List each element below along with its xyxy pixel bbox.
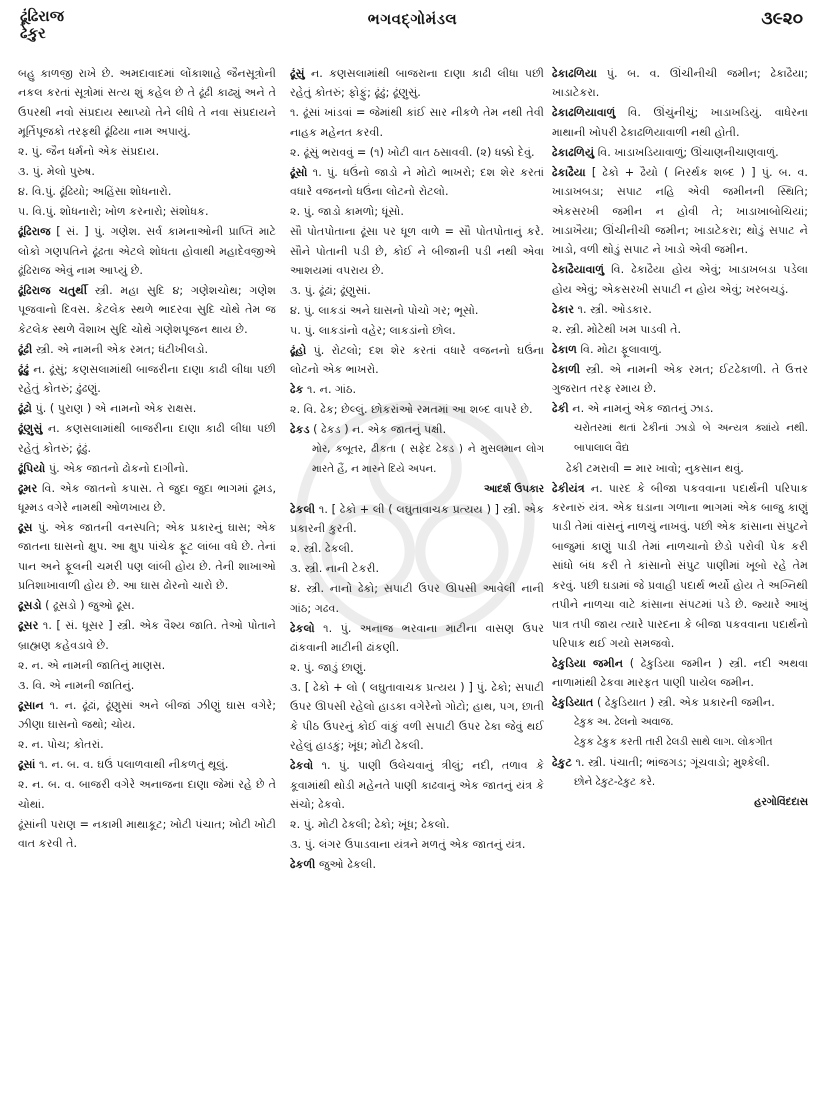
entry-headword: ઢેકલી xyxy=(290,502,316,516)
entry-definition: ૧. પું. પાણી ઉલેચવાનું ત્રીલું; નદી, તળાવ કે કૂવામાંથી થોડી મહેનતે પાણી કાઢવાનું એક જાતનું યંત્ર કે સંચો; ઢેકવો. xyxy=(290,759,544,812)
entry-headword: ઢેકાઢળિયા xyxy=(552,67,597,80)
dictionary-entry xyxy=(18,459,276,478)
dictionary-entry xyxy=(290,815,544,834)
entry-definition: ઢેકુક અ. ઢેલનો અવાજ. xyxy=(574,716,674,729)
entry-definition: ન. ઢૂંસું; કણસલામાંથી બાજરીના દાણા કાઢી લીધા પછી રહેતું કોતરું; ઢુંઢણું. xyxy=(18,362,276,396)
dictionary-entry xyxy=(18,399,276,418)
entry-definition: ૨. વિ. ઢેક; છેલ્લું. છોકરાંઓ રમતમાં આ શબ્દ વાપરે છે. xyxy=(290,403,533,417)
entry-definition: ૩. પું. મેલો પુરુષ. xyxy=(18,165,95,179)
dictionary-entry xyxy=(290,64,544,103)
entry-headword: ઢૂસડો xyxy=(18,599,42,613)
dictionary-entry xyxy=(18,479,276,518)
entry-definition: વિ. એક જાતનો કપાસ. તે જુદા જુદા ભાગમાં ઢૂમડ, ધૂમ્મડ વગેરે નામથી ઓળખાય છે. xyxy=(18,481,276,515)
entry-separator xyxy=(597,67,607,80)
dictionary-entry xyxy=(290,658,544,677)
entry-definition: ૧. ઢૂંસાં ખાંડવાં = જેમાંથી કાંઈ સાર નીકળે તેમ નથી તેવી નાહક મહેનત કરવી. xyxy=(290,106,544,139)
entry-headword: ઢેકાઢળિયાવાળું xyxy=(552,106,616,120)
guide-word-last: ઢેકુર xyxy=(20,23,46,42)
entry-definition: ૩. સ્ત્રી. નાની ટેકરી. xyxy=(290,562,380,576)
entry-headword: ઢેકાઢૈયા xyxy=(552,165,586,179)
guide-word-first: ઢૂંઢિરાજ xyxy=(20,7,64,25)
entry-headword: ઢેકલો xyxy=(290,621,315,635)
entry-definition: ૧. ન. બ. વ. ઘઉં પલાળવાથી નીકળતું થૂલું. xyxy=(38,758,229,772)
dictionary-entry xyxy=(290,202,544,221)
entry-definition: સૌ પોતપોતાના ઢૂંસા પર ધૂળ વાળે = સૌ પોતપોતાનું કરે. સૌને પોતાની પડી છે, કોઈ ને બીજાની પડી નથી એવા આશયમાં વપરાય છે. xyxy=(290,225,544,278)
entry-definition: વિ. ખાડાખડિયાવાળું; ઊંચાણનીચાણવાળું. xyxy=(597,145,779,159)
dictionary-entry xyxy=(552,143,808,162)
dictionary-entry xyxy=(290,163,544,202)
entry-definition: ન. કણસલામાંથી બાજરાના દાણા કાઢી લીધા પછી રહેતું કોતરું; ફોફું; ઢૂંઢું; ઢૂંણુસું. xyxy=(290,67,544,100)
entry-definition: ૨. પું. જાડું છાણું. xyxy=(290,661,367,675)
dictionary-entry xyxy=(18,596,276,615)
dictionary-entry xyxy=(18,419,276,458)
dictionary-entry xyxy=(18,616,276,655)
dictionary-entry xyxy=(290,756,544,814)
dictionary-entry xyxy=(290,559,544,578)
entry-definition: પું. ( પુરાણ ) એ નામનો એક રાક્ષસ. xyxy=(35,402,197,416)
entry-headword: ઢૂંઢી xyxy=(18,342,33,356)
dictionary-entry xyxy=(552,654,808,693)
entry-definition: [ ઢેકો + ઢૈયો ( નિરર્થક શબ્દ ) ] પું. બ. વ. ખાડાખબડા; સપાટ નહિ એવી જમીનની સ્થિતિ; એકસરખી જમીન ન હોવી તે; ખાડાખાબોચિયાં; ખાડાખૈયા; ઊંચીનીચી જમીન; ખાડાટેકરા; થોડું સપાટ ને ખાડો, વળી થોડું સપાટ ને ખાડો એવી જમીન. xyxy=(552,165,808,257)
entry-definition: ૨. ન. એ નામની જાતિનું માણસ. xyxy=(18,658,166,672)
entry-separator xyxy=(623,657,630,670)
entry-definition: ૧. સ્ત્રી. પંચાતી; ભાંજગડ; ગૂંચવાડો; મુશ્કેલી. xyxy=(575,756,770,770)
dictionary-entry xyxy=(18,162,276,181)
dictionary-entry xyxy=(18,815,276,854)
entry-headword: ઢેકળી xyxy=(290,858,316,872)
entry-definition: ૨. સ્ત્રી. મોટેથી ખમ પાડવી તે. xyxy=(552,322,682,336)
entry-definition: સ્ત્રી. એ નામની એક રમત; ધંટીખીલડો. xyxy=(35,342,209,356)
entry-headword: ઢેકવો xyxy=(290,759,314,773)
entry-definition: ૨. ઢૂંસું ભરાવવું = (૧) ખોટી વાત ઠસાવવી. (૨) ધક્કો દેવું. xyxy=(290,145,535,159)
page-number: ૩૯૨૦ xyxy=(761,9,803,29)
dictionary-entry xyxy=(290,143,544,162)
entry-definition: વિ. ઊંચુંનીચું; ખાડાખડિયું. વાધેરના માથાની ખોપરી ઢેકાઢળિયાવાળી નથી હોતી. xyxy=(552,106,808,139)
dictionary-entry xyxy=(552,163,808,260)
dictionary-entry xyxy=(290,341,544,380)
entry-definition: ઢેકુક ઢેકુક કરતી તારી ઢેલડી સાથે લાગ. લોકગીત xyxy=(574,736,773,749)
dictionary-entry xyxy=(290,301,544,320)
entry-headword: ઢૂંઢું xyxy=(18,362,30,376)
dictionary-entry xyxy=(290,380,544,399)
entry-definition: ૫. પું. લાકડાંનો વહેર; લાકડાંનો છોલ. xyxy=(290,324,456,338)
entry-definition: ૪. વિ.પું. ઢૂંઢિયો; અહિંસા શોધનારો. xyxy=(18,185,172,199)
entry-definition: ૪. પું. લાકડાં અને ઘાસનો પોચો ગર; ભૂસો. xyxy=(290,304,479,318)
entry-headword: ઢેકાઢળિયું xyxy=(552,145,595,159)
entry-definition: ન. પારદ કે બીજા પકવવાના પદાર્થની પરિપાક કરનારું યંત્ર. એક ઘડાના ગળાના ભાગમાં એક બાજુ કાણું પાડી તેમાં વાંસનું નાળચું નાખવું. પછી એક કાંસાના સંપુટને બાજુમાં કાણું પાડી તેમાં નાળચાનો છેડો પરોવી પેક કરી સાંધો બંધ કરી તે કાંસાનો સંપુટ પાણીમાં ખૂબો રહે તેમ કરવું. પછી ઘડામાં જે પ્રવાહી પદાર્થ ભર્યો હોય તે અગ્નિથી તપીને નાળચા વાટે કાંસાના સંપટમાં પડે છે. જ્યારે આખું પાત્ર તપી જાય ત્યારે પારદના કે બીજા પકવવાના પદાર્થનો પરિપાક થઈ ગયો સમજવો. xyxy=(552,481,808,650)
entry-definition: [ સં. ] પું. ગણેશ. સર્વ કામનાઓની પ્રાપ્તિ માટે લોકો ગણપતિને ઢૂંઢતા એટલે શોધતા હોવાથી મહાદેવજીએ ઢૂંઢિરાજ એવું નામ આપ્યું છે. xyxy=(18,225,276,278)
entry-headword: ઢૂસ xyxy=(18,521,33,535)
dictionary-entry xyxy=(290,103,544,142)
dictionary-entry xyxy=(552,340,808,359)
dictionary-entry xyxy=(290,321,544,340)
entry-headword: ઢેકાઢૈયાવાળું xyxy=(552,263,605,277)
entry-definition: ૩. વિ. એ નામની જાતિનું. xyxy=(18,678,135,692)
entry-separator xyxy=(313,759,321,772)
entry-definition: ૩. પું. ઢૂંઢાં; ઢૂંણુસાં. xyxy=(290,284,371,298)
entry-headword: ઢેકીયંત્ર xyxy=(552,481,585,495)
entry-definition: સ્ત્રી. મહા સુદિ ૪; ગણેશચોથ; ગણેશ પૂજવાનો દિવસ. કેટલેક સ્થળે ભાદરવા સુદિ ચોથે તેમ જ કેટલેક સ્થળે વૈશાખ સુદિ ચોથે ગણેશપૂજન થાય છે. xyxy=(18,284,276,336)
column-2 xyxy=(290,64,544,1082)
dictionary-entry xyxy=(290,440,544,479)
entry-headword: ઢૂસાં xyxy=(18,758,36,772)
entry-headword: ઢેક xyxy=(290,383,304,397)
entry-headword: ઢેકી xyxy=(552,402,569,416)
entry-headword: ઢૂંસો xyxy=(290,165,308,179)
entry-definition: જુઓ ઢેકલી. xyxy=(318,858,376,872)
entry-definition: વિ. મોટા ફૂલાવાળું. xyxy=(580,342,662,356)
entry-headword: ઢેકડ xyxy=(290,423,310,437)
entry-definition: હરગોવિંદદાસ xyxy=(754,796,808,809)
entry-headword: ઢેકાળ xyxy=(552,342,577,356)
entry-definition: ( ઢેકુડિયાત ) સ્ત્રી. એક પ્રકારની જમીન. xyxy=(597,696,775,710)
entry-headword: ઢૂંપિયો xyxy=(18,461,46,475)
entry-definition: વિ. ઢેકાઢૈયા હોય એવું; ખાડાખબડા પડેલા હોય એવું; એકસરખી સપાટી ન હોય એવું; ખરબચડું. xyxy=(552,263,808,296)
dictionary-entry xyxy=(552,773,808,792)
dictionary-entry xyxy=(290,222,544,280)
dictionary-entry xyxy=(18,735,276,754)
dictionary-entry xyxy=(552,300,808,319)
entry-separator xyxy=(87,284,95,297)
column-3 xyxy=(552,64,808,1082)
dictionary-entry xyxy=(290,619,544,658)
dictionary-entry xyxy=(290,420,544,439)
entry-definition: ૧. ન. ગાંઠ. xyxy=(307,383,357,397)
entry-definition: પું. એક જાતનો ઢોકનો દાગીનો. xyxy=(48,461,189,475)
entry-definition: ૨. પું. મોટી ઢેકલી; ઢેકો; ખૂંધ; ઢેકલો. xyxy=(290,818,450,832)
entry-headword: ઢૂંઢિરાજ ચતુર્થી xyxy=(18,284,88,298)
dictionary-entry xyxy=(18,182,276,201)
entry-definition: ૧. સ્ત્રી. ઓડકાર. xyxy=(577,302,652,316)
entry-definition: સ્ત્રી. એ નામની એક રમત; ઈટઢેકાળી. તે ઉત્તર ગુજરાત તરફ રમાય છે. xyxy=(552,362,808,396)
entry-headword: ઢેકુડિયા જમીન xyxy=(552,656,624,670)
dictionary-entry xyxy=(552,419,808,458)
entry-definition: મોર, કબૂતર, ઢીકતા ( સફેદ ઢેકડ ) ને મુસલમાન લોગ મારતે હૈં, ન મારને દિયે અપન. xyxy=(312,443,544,475)
entry-definition: ૨. સ્ત્રી. ઢેકલી. xyxy=(290,542,354,556)
dictionary-entry xyxy=(552,479,808,654)
dictionary-entry xyxy=(290,480,544,499)
dictionary-entry xyxy=(290,500,544,539)
entry-definition: ( ઢેકુડિયા જમીન ) સ્ત્રી. નદી અથવા નાળામાંથી ઢેકવા મારફત પાણી પાયેલ જમીન. xyxy=(552,656,808,690)
dictionary-entry xyxy=(290,579,544,618)
entry-definition: ૪. સ્ત્રી. નાનો ઢેકો; સપાટી ઉપર ઊપસી આવેલી નાની ગાંઠ; ગઢવ. xyxy=(290,582,544,615)
entry-definition: ( ઢૂસડો ) જુઓ ઢૂસ. xyxy=(45,599,135,613)
entry-definition: છોને ઢેકુટ-ઢેકુટ કરે. xyxy=(574,776,656,789)
dictionary-entry xyxy=(290,281,544,300)
dictionary-entry xyxy=(552,693,808,712)
entry-definition: ઢેકી ટમરાવી = માર ખાવો; નુકસાન થવું. xyxy=(566,461,744,475)
dictionary-entry xyxy=(290,678,544,756)
entry-headword: ઢૂસર xyxy=(18,619,39,633)
dictionary-entry xyxy=(552,64,808,103)
entry-definition: ન. એ નામનું એક જાતનું ઝાડ. xyxy=(572,402,714,416)
dictionary-entry xyxy=(290,539,544,558)
entry-definition: ૧. [ ઢેકો + લી ( લઘુતાવાચક પ્રત્યય ) ] સ્ત્રી. એક પ્રકારની કુરતી. xyxy=(290,502,544,536)
dictionary-entry xyxy=(552,360,808,399)
page-header xyxy=(0,0,825,60)
entry-headword: ઢૂંઢિરાજ xyxy=(18,225,51,239)
entry-definition: ૧. [ સં. ધૂસર ] સ્ત્રી. એક વૈશ્ય જાતિ. તેઓ પોતાને બ્રાહ્મણ કહેવડાવે છે. xyxy=(18,619,276,652)
entry-headword: ઢૂંઢો xyxy=(18,402,32,416)
entry-definition: પું. એક જાતની વનસ્પતિ; એક પ્રકારનું ઘાસ; એક જાતના ઘાસનો ક્ષુપ. આ ક્ષુપ પાંચેક ફૂટ લાંબા વધે છે. તેનાં પાન અને ફૂલની ચમરી પણ લાંબી હોય છે. તેની શાખાઓ પ્રતિશાખાવાળી હોય છે. આ ઘાસ ઢોરનો ચારો છે. xyxy=(18,521,276,593)
entry-definition: ૨. પું. જૈન ધર્મનો એક સંપ્રદાય. xyxy=(18,145,160,159)
entry-definition: ( ઢેકડ ) ન. એક જાતનું પક્ષી. xyxy=(313,423,447,437)
entry-definition: ૨. ન. બ. વ. બાજરી વગેરે અનાજના દાણા જેમાં રહે છે તે ચોથાં. xyxy=(18,778,276,811)
entry-definition: ઢૂંસાંની પરાણ = નકામી માથાકૂટ; ખોટી પંચાત; ખોટી ખોટી વાત કરવી તે. xyxy=(18,817,276,850)
dictionary-entry xyxy=(290,835,544,854)
entry-definition: બહુ કાળજી રાખે છે. અમદાવાદમાં લોંકાશાહે જૈનસૂત્રોની નકલ કરતાં સૂત્રોમાં સત્ય શું કહેલ છે તે ઢૂંઢી કાઢ્યું અને તે ઉપરથી નવો સંપ્રદાય સ્થાપ્યો તેને લીધે તે નવા સંપ્રદાયને મૂર્તિપૂજકો તરફથી ઢૂંઢિયા નામ અપાયું. xyxy=(18,67,276,139)
dictionary-entry xyxy=(18,64,276,142)
dictionary-entry xyxy=(552,320,808,339)
dictionary-entry xyxy=(552,260,808,299)
entry-separator xyxy=(315,622,323,635)
entry-definition: ન. કણસલામાંથી બાજરીના દાણા કાઢી લીધા પછી રહેતું કોતરું; ઢૂંઢું. xyxy=(18,422,276,455)
dictionary-entry xyxy=(18,222,276,280)
entry-definition: પું. બ. વ. ઊંચીનીચી જમીન; ઢેકાઢૈયા; ખાડાટેકરા. xyxy=(552,67,808,100)
entry-separator xyxy=(615,106,628,119)
dictionary-entry xyxy=(552,793,808,812)
entry-definition: ૩. [ ઢેકો + લો ( લઘુતાવાચક પ્રત્યય ) ] પું. ઢેકો; સપાટી ઉપર ઊપસી રહેલો હાડકા વગેરેનો ગોટો; હાથ, પગ, છાતી કે પીઠ ઉપરનું કોઈ વાંકું વળી સપાટી ઉપર ઢેકા જેવું થઈ રહેલું હાડકું; ખૂંધ; મોટી ઢેકલી. xyxy=(290,681,544,753)
entry-headword: ઢૂમર xyxy=(18,481,38,495)
entry-definition: આદર્શ ઉપકાર xyxy=(484,482,544,495)
entry-definition: ૨. ન. પોચ; કોતરાં. xyxy=(18,738,104,752)
dictionary-entry xyxy=(18,656,276,675)
dictionary-entry xyxy=(552,459,808,478)
dictionary-entry xyxy=(552,713,808,732)
dictionary-entry xyxy=(18,518,276,596)
dictionary-entry xyxy=(290,400,544,419)
entry-separator xyxy=(306,344,313,357)
entry-definition: ૧. ન. ઢૂંઢાં, ઢૂંણુસાં અને બીજાં ઝીણું ઘાસ વગેરે; ઝીણા ઘાસનો જથો; ચોય. xyxy=(18,698,276,732)
dictionary-entry xyxy=(18,696,276,735)
entry-definition: ચરોતરમાં થતાં ઢેકીનાં ઝાડો બે અન્યત્ર ક્યાંયે નથી. બાપાલાલ વૈદ્ય xyxy=(574,422,808,454)
entry-definition: ૩. પું. લંગર ઉપાડવાના યંત્રને મળતું એક જાતનું યંત્ર. xyxy=(290,838,526,852)
dictionary-entry xyxy=(552,753,808,772)
entry-headword: ઢૂંસું xyxy=(290,67,305,80)
dictionary-entry xyxy=(18,281,276,339)
entry-headword: ઢૂંણુસું xyxy=(18,422,43,436)
dictionary-entry xyxy=(18,775,276,814)
running-title: ભગવદ્ગોમંડલ xyxy=(367,10,458,28)
entry-definition: ૨. પું. જાડો કામળો; ધૂંસો. xyxy=(290,205,404,219)
column-1 xyxy=(18,64,276,1082)
entry-definition: ૫. વિ.પું. શોધનારો; ખોળ કરનારો; સંશોધક. xyxy=(18,205,209,219)
dictionary-entry xyxy=(18,340,276,359)
entry-headword: ઢૂંહો xyxy=(290,344,307,358)
dictionary-entry xyxy=(18,360,276,399)
dictionary-entry xyxy=(552,733,808,752)
entry-definition: ૧. પું. ધઉંનો જાડો ને મોટો ભાખરો; દશ શેર કરતાં વધારે વજનનો ધઉંના લોટનો રોટલો. xyxy=(290,165,544,199)
entry-headword: ઢેકુડિયાત xyxy=(552,696,594,710)
dictionary-entry xyxy=(18,755,276,774)
dictionary-entry xyxy=(18,202,276,221)
entry-headword: ઢેકાળી xyxy=(552,362,581,376)
dictionary-entry xyxy=(290,855,544,874)
dictionary-entry xyxy=(552,103,808,142)
entry-headword: ઢેકાર xyxy=(552,302,574,316)
dictionary-entry xyxy=(18,142,276,161)
entry-headword: ઢેકુટ xyxy=(552,756,572,770)
entry-definition: ૧. પું. અનાજ ભરવાના માટીના વાસણ ઉપર ઢાંકવાની માટીની ઢાંકણી. xyxy=(290,621,544,655)
entry-headword: ઢૂસાન xyxy=(18,698,44,712)
entry-definition: પું. રોટલો; દશ શેર કરતાં વધારે વજનનો ઘઉંના લોટનો એક ભાખરો. xyxy=(290,344,544,377)
dictionary-entry xyxy=(18,676,276,695)
dictionary-entry xyxy=(552,399,808,418)
